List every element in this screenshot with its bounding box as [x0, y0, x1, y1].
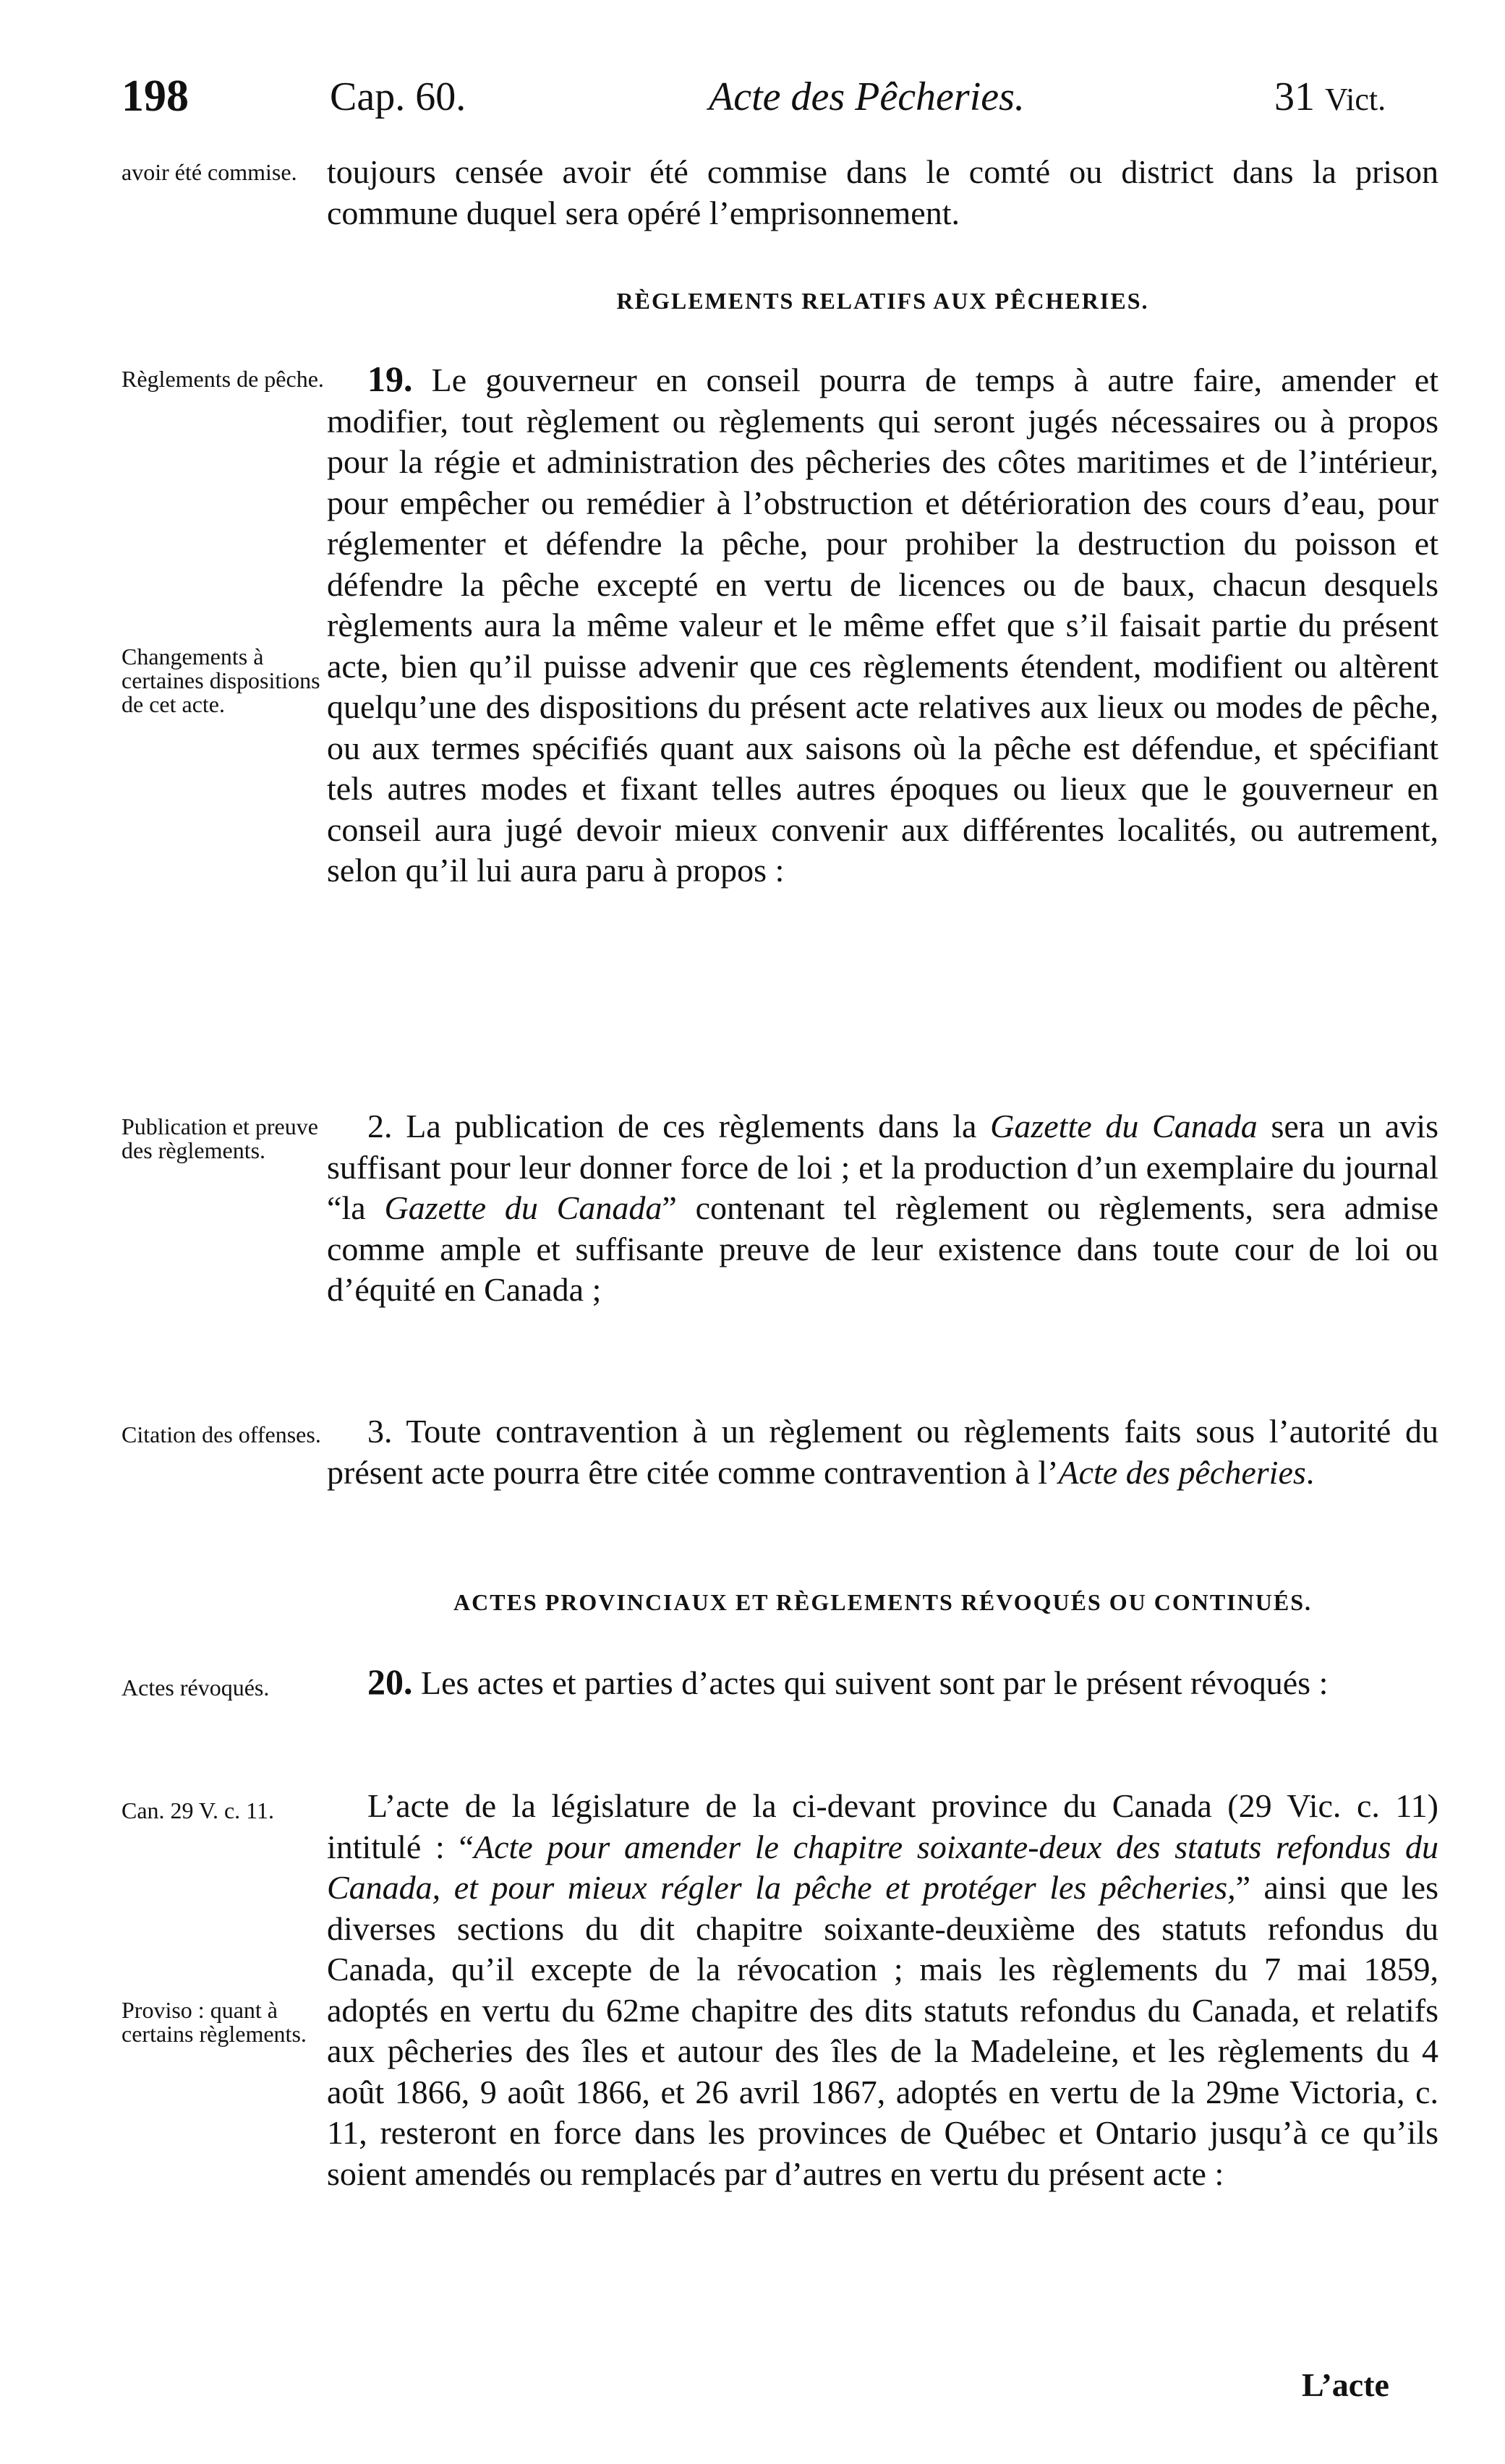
subsection-2	[327, 1106, 1438, 1311]
carryover-paragraph	[327, 152, 1438, 234]
section-20-paragraph	[327, 1661, 1438, 1704]
acte-des-pecheries-reference: Acte des pêcheries	[1058, 1453, 1306, 1491]
gazette-reference-2: Gazette du Canada	[384, 1189, 662, 1226]
margin-note-publication: Publication et preuve des règlements.	[121, 1113, 318, 1163]
repeal-text-2: ” ainsi que les diverses sections du dit chapitre soixante-deuxième des statuts refondus du Canada, qu’il excepte de la révocation ; mais les règlements du 7 mai 1859, adoptés en vertu du 62me chapitre des dits statuts refondus du Canada, et relatifs aux pêcheries des îles et autour des îles de la Madeleine, et les règlements du 4 août 1866, 9 août 1866, et 26 avril 1867, adoptés en vertu de la 29me Victoria, c. 11, resteront en force dans les provinces de Québec et Ontario jusqu’à ce qu’ils soient amendés ou remplacés par d’autres en vertu du présent acte :	[327, 1869, 1439, 2192]
repeal-text-1: L’acte de la législature de la ci-devant province du Canada (29 Vic. c. 11) intitulé : “	[327, 1787, 1438, 1865]
subsection-3	[327, 1411, 1438, 1493]
section-20-text: Les actes et parties d’actes qui suivent sont par le présent révoqués :	[421, 1664, 1329, 1701]
regnal-year: 31 Vict.	[1274, 74, 1386, 119]
section-heading-reglements: RÈGLEMENTS RELATIFS AUX PÊCHERIES.	[616, 288, 1149, 314]
repeal-paragraph	[327, 1786, 1438, 2194]
margin-note-avoir-ete-commise: avoir été commise.	[121, 159, 297, 185]
section-20	[327, 1661, 1438, 1704]
section-19-text: Le gouverneur en conseil pourra de temps à autre faire, amender et modifier, tout règlement ou règlements qui seront jugés nécessaires ou à propos pour la régie et administration des pêcheries des côtes maritimes et de l’intérieur, pour empêcher ou remédier à l’obstruction et détérioration des cours d’eau, pour réglementer et défendre la pêche, pour prohiber la destruction du poisson et défendre la pêche excepté en vertu de licences ou de baux, chacun desquels règlements aura la même valeur et le même effet que s’il faisait partie du présent acte, bien qu’il puisse advenir que ces règlements étendent, modifient ou altèrent quelqu’une des dispositions du présent acte relatives aux lieux ou modes de pêche, ou aux termes spécifiés quant aux saisons où la pêche est défendue, et spécifiant tels autres modes et fixant telles autres époques ou lieux que le gouverneur en conseil aura jugé devoir mieux convenir aux différentes localités, ou autrement, selon qu’il lui aura paru à propos :	[327, 362, 1438, 889]
subsection-3-paragraph	[327, 1411, 1438, 1493]
subsection-2-number: 2.	[367, 1108, 393, 1145]
subsection-2-text-2: sera un avis suffisant pour leur donner force de loi ; et la production d’un exemplaire du journal “la	[327, 1108, 1439, 1226]
catchword: L’acte	[1302, 2366, 1389, 2403]
section-20-number: 20.	[367, 1661, 413, 1702]
margin-note-changements: Changements à certaines dispositions de cet acte.	[121, 643, 320, 717]
subsection-3-number: 3.	[367, 1413, 393, 1450]
repealed-act-title: Acte pour amender le chapitre soixante-deux des statuts refondus du Canada, et pour mieux régler la pêche et protéger les pêcheries,	[327, 1828, 1439, 1906]
carryover-text: toujours censée avoir été commise dans le comté ou district dans la prison commune duquel sera opéré l’emprisonnement.	[327, 153, 1438, 231]
section-19-number: 19.	[367, 359, 413, 399]
margin-note-citation: Citation des offenses.	[121, 1421, 321, 1447]
margin-note-actes-revoques: Actes révoqués.	[121, 1674, 270, 1701]
page-number: 198	[121, 72, 189, 121]
repeal-paragraph-text	[327, 1786, 1438, 2194]
section-19-paragraph	[327, 359, 1438, 891]
subsection-2-text-3: ” contenant tel règlement ou règlements, sera admise comme ample et suffisante preuve de leur existence dans toute cour de loi ou d’équité en Canada ;	[327, 1189, 1439, 1308]
margin-note-reglements-de-peche: Règlements de pêche.	[121, 366, 324, 392]
subsection-2-paragraph	[327, 1106, 1438, 1311]
chapter-label: Cap. 60.	[330, 74, 466, 119]
section-heading-actes-provinciaux: ACTES PROVINCIAUX ET RÈGLEMENTS RÉVOQUÉS OU CONTINUÉS.	[453, 1589, 1312, 1615]
margin-note-proviso: Proviso : quant à certains règlements.	[121, 1997, 307, 2047]
margin-note-can-29-v: Can. 29 V. c. 11.	[121, 1797, 274, 1823]
subsection-3-text-1: Toute contravention à un règlement ou règlements faits sous l’autorité du présent acte pourra être citée comme contravention à l’	[327, 1413, 1438, 1491]
section-19	[327, 359, 1438, 891]
subsection-2-text-1: La publication de ces règlements dans la	[406, 1108, 991, 1145]
running-title: Acte des Pêcheries.	[709, 74, 1025, 119]
gazette-reference-1: Gazette du Canada	[990, 1108, 1258, 1145]
subsection-3-text-2: .	[1305, 1453, 1315, 1491]
